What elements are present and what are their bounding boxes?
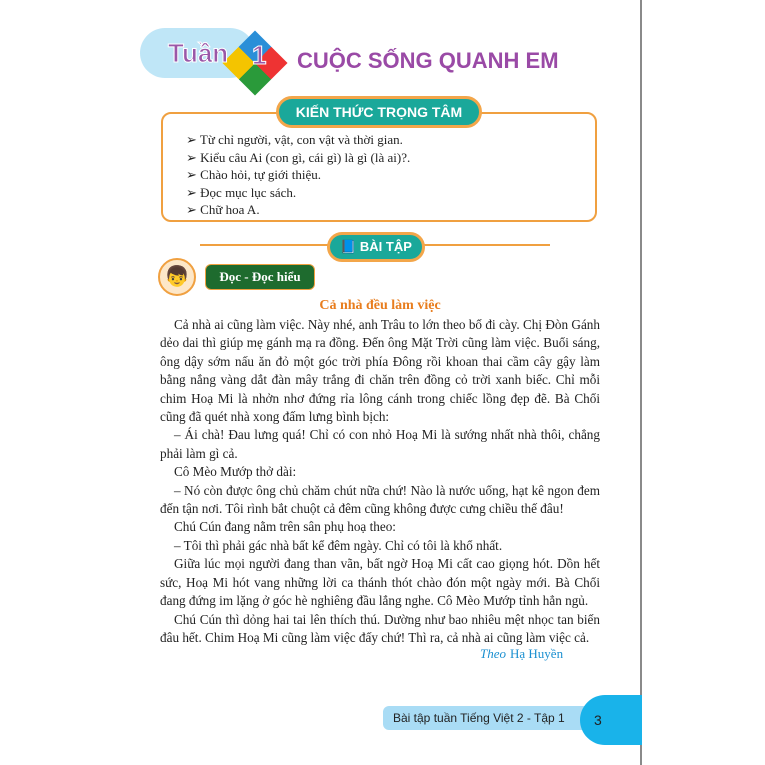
paragraph: – Ái chà! Đau lưng quá! Chỉ có con nhỏ Hoạ Mi là sướng nhất nhà thôi, chẳng phải làm gì cả.	[160, 427, 600, 461]
list-item: ➢ Từ chỉ người, vật, con vật và thời gian.	[186, 131, 410, 149]
divider	[200, 244, 330, 246]
story-author: Theo Hạ Huyền	[480, 646, 564, 661]
week-label: Tuần	[168, 38, 229, 68]
exercise-heading: 📘 BÀI TẬP	[327, 232, 425, 262]
list-item: ➢ Chào hỏi, tự giới thiệu.	[186, 166, 410, 184]
focus-heading: KIẾN THỨC TRỌNG TÂM	[276, 96, 482, 128]
section-label: Đọc - Đọc hiểu	[205, 264, 315, 290]
page-edge	[640, 0, 642, 765]
paragraph: – Tôi thì phải gác nhà bất kể đêm ngày. Chỉ có tôi là khổ nhất.	[174, 537, 503, 553]
paragraph: Giữa lúc mọi người đang than vãn, bất ngờ Hoạ Mi cất cao giọng hót. Dồn hết sức, Hoạ Mi hót vang những lời ca thánh thót chào đón một ngày mới. Bà Chổi đang đứng im lặng ở góc hè nghiêng đầu lắng nghe. Cô Mèo Mướp tỉnh hẳn ngủ.	[160, 556, 600, 609]
story-title: Cả nhà đều làm việc	[319, 298, 441, 313]
divider	[420, 244, 550, 246]
paragraph: Cả nhà ai cũng làm việc. Này nhé, anh Trâu to lớn theo bố đi cày. Chị Đòn Gánh dẻo dai thì giúp mẹ gánh mạ ra đồng. Đến ông Mặt Trời cũng làm việc. Buổi sáng, ông dậy sớm nấu ăn đỏ một góc trời phía Đông rồi khoan thai cầm cây gậy làm bằng nắng vàng dắt đàn mây trắng đi chăn trên đồng cỏ trời xanh biếc. Chỉ mỗi chim Hoạ Mi là nhởn nhơ đứng rỉa lông cánh trong chiếc lồng đẹp đẽ. Bà Chổi cũng đã quét nhà xong đấm lưng bình bịch:	[160, 317, 600, 425]
paragraph: Chú Cún đang nằm trên sân phụ hoạ theo:	[174, 519, 396, 535]
week-number: 1	[252, 40, 267, 70]
paragraph: Chú Cún thì dỏng hai tai lên thích thú. Dường như bao nhiêu mệt nhọc tan biến đâu hết. Chim Hoạ Mi cũng làm việc đấy chứ! Thì ra, cả nhà ai cũng làm việc cả.	[160, 611, 600, 645]
list-item: ➢ Chữ hoa A.	[186, 201, 410, 219]
story-body	[160, 316, 600, 647]
focus-list	[186, 131, 410, 219]
student-avatar-icon: 👦	[158, 258, 196, 296]
list-item: ➢ Đọc mục lục sách.	[186, 184, 410, 202]
page-title: CUỘC SỐNG QUANH EM	[297, 48, 559, 73]
book-icon: 📘	[340, 239, 360, 254]
paragraph: – Nó còn được ông chủ chăm chút nữa chứ! Nào là nước uống, hạt kê ngon đem đến tận nơi. Tôi rình bắt chuột cả đêm cũng không được cưng chiều thế đâu!	[160, 482, 600, 517]
page-number: 3	[580, 695, 642, 745]
paragraph: Cô Mèo Mướp thở dài:	[174, 464, 297, 480]
footer-book-title: Bài tập tuần Tiếng Việt 2 - Tập 1	[383, 706, 613, 730]
list-item: ➢ Kiểu câu Ai (con gì, cái gì) là gì (là ai)?.	[186, 149, 410, 167]
